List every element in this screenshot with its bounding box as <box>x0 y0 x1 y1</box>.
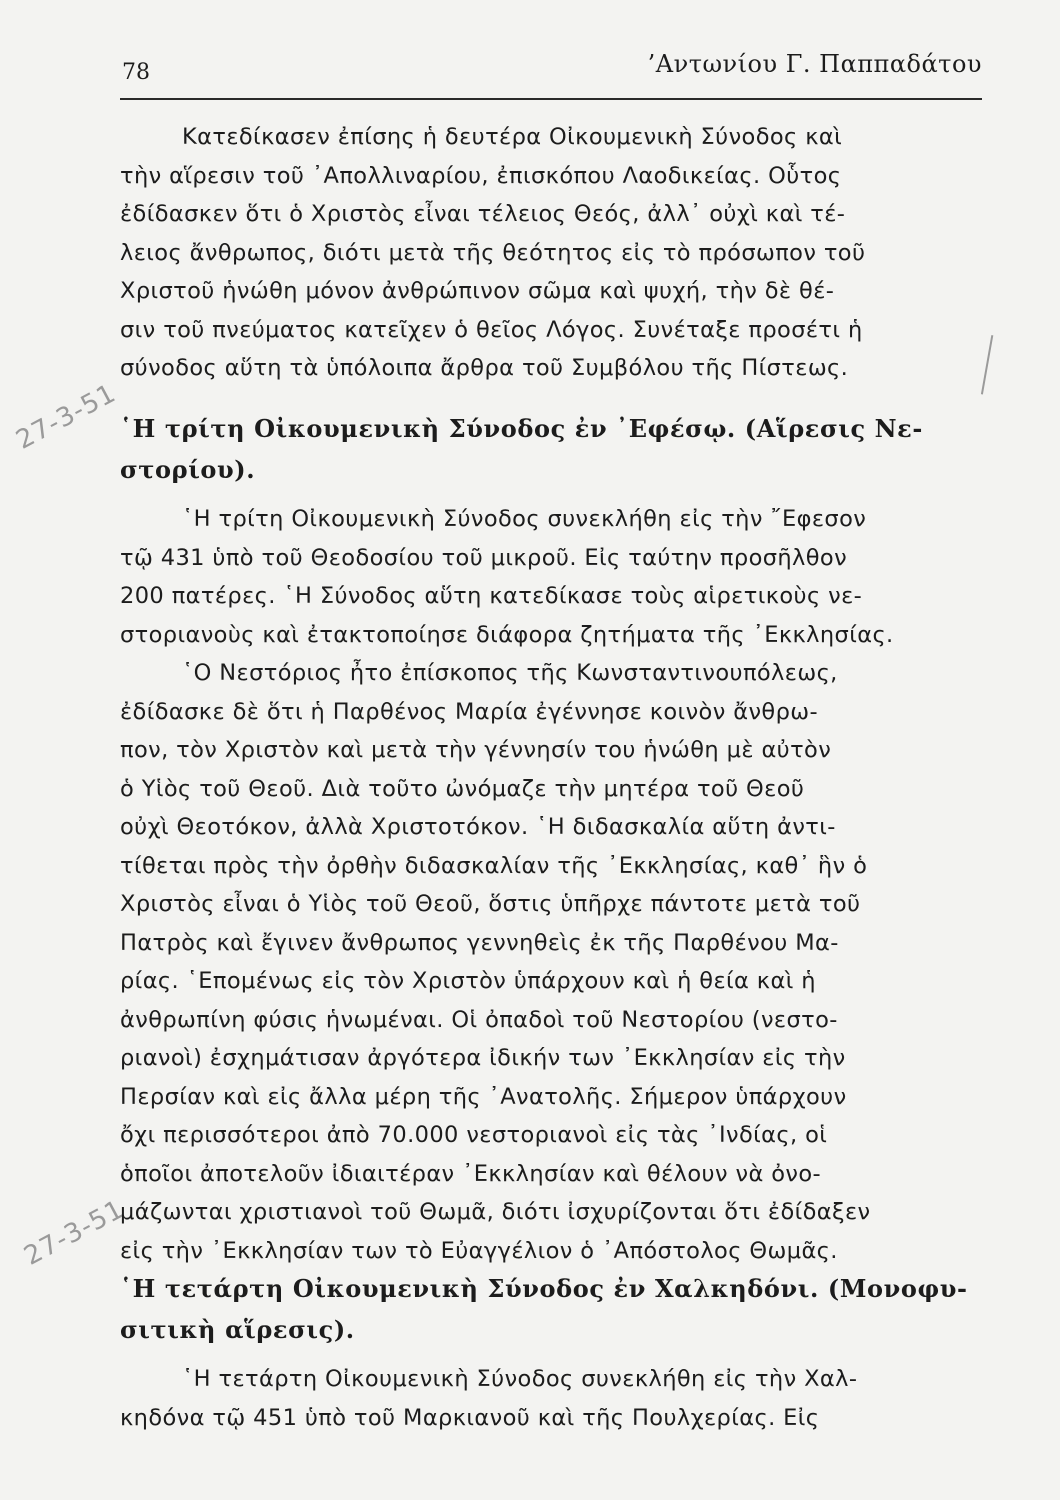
text-line: Πατρὸς καὶ ἔγινεν ἄνθρωπος γεννηθεὶς ἐκ τῆς Παρθένου Μα- <box>120 929 839 956</box>
paragraph-apollinarius <box>120 118 990 388</box>
text-line: ἐδίδασκε δὲ ὅτι ἡ Παρθένος Μαρία ἐγέννησε κοινὸν ἄνθρω- <box>120 698 819 725</box>
text-line: στοριανοὺς καὶ ἐτακτοποίησε διάφορα ζητήματα τῆς ᾿Εκκλησίας. <box>120 621 894 648</box>
text-line: Χριστοῦ ἡνώθη μόνον ἀνθρώπινον σῶμα καὶ ψυχή, τὴν δὲ θέ- <box>120 278 835 304</box>
page-header <box>120 48 982 100</box>
text-line: ἐδίδασκεν ὅτι ὁ Χριστὸς εἶναι τέλειος Θεός, ἀλλ᾿ οὐχὶ καὶ τέ- <box>120 201 846 227</box>
handwritten-date-annotation: 27-3-51 <box>19 1194 130 1272</box>
heading-line: ῾Η τετάρτη Οἰκουμενικὴ Σύνοδος ἐν Χαλκηδόνι. (Μονοφυ- <box>120 1274 968 1303</box>
text-line: Κατεδίκασεν ἐπίσης ἡ δευτέρα Οἰκουμενικὴ Σύνοδος καὶ <box>182 124 843 150</box>
text-line: τὴν αἵρεσιν τοῦ ᾿Απολλιναρίου, ἐπισκόπου Λαοδικείας. Οὗτος <box>120 162 842 189</box>
text-line: 200 πατέρες. ῾Η Σύνοδος αὕτη κατεδίκασε τοὺς αἱρετικοὺς νε- <box>120 583 863 609</box>
text-line: ὄχι περισσότεροι ἀπὸ 70.000 νεστοριανοὶ εἰς τὰς ᾿Ινδίας, οἱ <box>120 1122 828 1148</box>
running-head: ’Αντωνίου Γ. Παππαδάτου <box>647 50 982 78</box>
text-line: λειος ἄνθρωπος, διότι μετὰ τῆς θεότητος εἰς τὸ πρόσωπον τοῦ <box>120 239 866 266</box>
section-heading-third-council <box>120 408 990 490</box>
heading-line: ῾Η τρίτη Οἰκουμενικὴ Σύνοδος ἐν ᾿Εφέσῳ. (Αἵρεσις Νε- <box>120 414 923 443</box>
text-line: ῾Η τρίτη Οἰκουμενικὴ Σύνοδος συνεκλήθη εἰς τὴν ῎Εφεσον <box>182 506 867 532</box>
page-number: 78 <box>122 60 150 85</box>
text-line: τῷ 431 ὑπὸ τοῦ Θεοδοσίου τοῦ μικροῦ. Εἰς ταύτην προσῆλθον <box>120 544 848 571</box>
text-line: οὐχὶ Θεοτόκον, ἀλλὰ Χριστοτόκον. ῾Η διδασκαλία αὕτη ἀντι- <box>120 814 836 840</box>
text-line: ριανοὶ) ἐσχημάτισαν ἀργότερα ἰδικήν των ᾿Εκκλησίαν εἰς τὴν <box>120 1045 846 1071</box>
heading-line: σιτικὴ αἵρεσις). <box>120 1315 355 1344</box>
paragraph-nestorius <box>120 500 990 1270</box>
handwritten-date-annotation: 27-3-51 <box>11 378 122 456</box>
text-line: ῾Ο Νεστόριος ἦτο ἐπίσκοπος τῆς Κωνσταντινουπόλεως, <box>182 660 838 686</box>
text-line: Περσίαν καὶ εἰς ἄλλα μέρη τῆς ᾿Ανατολῆς. Σήμερον ὑπάρχουν <box>120 1083 847 1110</box>
text-line: εἰς τὴν ᾿Εκκλησίαν των τὸ Εὐαγγέλιον ὁ ᾿Απόστολος Θωμᾶς. <box>120 1237 838 1264</box>
paragraph-chalcedon <box>120 1360 990 1437</box>
text-line: σύνοδος αὕτη τὰ ὑπόλοιπα ἄρθρα τοῦ Συμβόλου τῆς Πίστεως. <box>120 355 849 381</box>
text-line: σιν τοῦ πνεύματος κατεῖχεν ὁ θεῖος Λόγος. Συνέταξε προσέτι ἡ <box>120 316 863 343</box>
text-line: Χριστὸς εἶναι ὁ Υἱὸς τοῦ Θεοῦ, ὅστις ὑπῆρχε πάντοτε μετὰ τοῦ <box>120 891 861 917</box>
text-line: τίθεται πρὸς τὴν ὀρθὴν διδασκαλίαν τῆς ᾿Εκκλησίας, καθ᾿ ἣν ὁ <box>120 852 868 879</box>
text-line: ῾Η τετάρτη Οἰκουμενικὴ Σύνοδος συνεκλήθη εἰς τὴν Χαλ- <box>182 1366 858 1392</box>
section-heading-fourth-council <box>120 1268 990 1350</box>
text-line: ὁποῖοι ἀποτελοῦν ἰδιαιτέραν ᾿Εκκλησίαν καὶ θέλουν νὰ ὀνο- <box>120 1160 822 1187</box>
text-line: κηδόνα τῷ 451 ὑπὸ τοῦ Μαρκιανοῦ καὶ τῆς Πουλχερίας. Εἰς <box>120 1404 820 1431</box>
text-line: πον, τὸν Χριστὸν καὶ μετὰ τὴν γέννησίν του ἡνώθη μὲ αὐτὸν <box>120 737 832 763</box>
text-line: ἀνθρωπίνη φύσις ἡνωμέναι. Οἱ ὀπαδοὶ τοῦ Νεστορίου (νεστο- <box>120 1006 838 1033</box>
text-line: μάζωνται χριστιανοὶ τοῦ Θωμᾶ, διότι ἰσχυρίζονται ὅτι ἐδίδαξεν <box>120 1199 871 1225</box>
text-line: ὁ Υἱὸς τοῦ Θεοῦ. Διὰ τοῦτο ὠνόμαζε τὴν μητέρα τοῦ Θεοῦ <box>120 775 805 802</box>
text-line: ρίας. ῾Επομένως εἰς τὸν Χριστὸν ὑπάρχουν καὶ ἡ θεία καὶ ἡ <box>120 968 816 994</box>
heading-line: στορίου). <box>120 455 256 484</box>
